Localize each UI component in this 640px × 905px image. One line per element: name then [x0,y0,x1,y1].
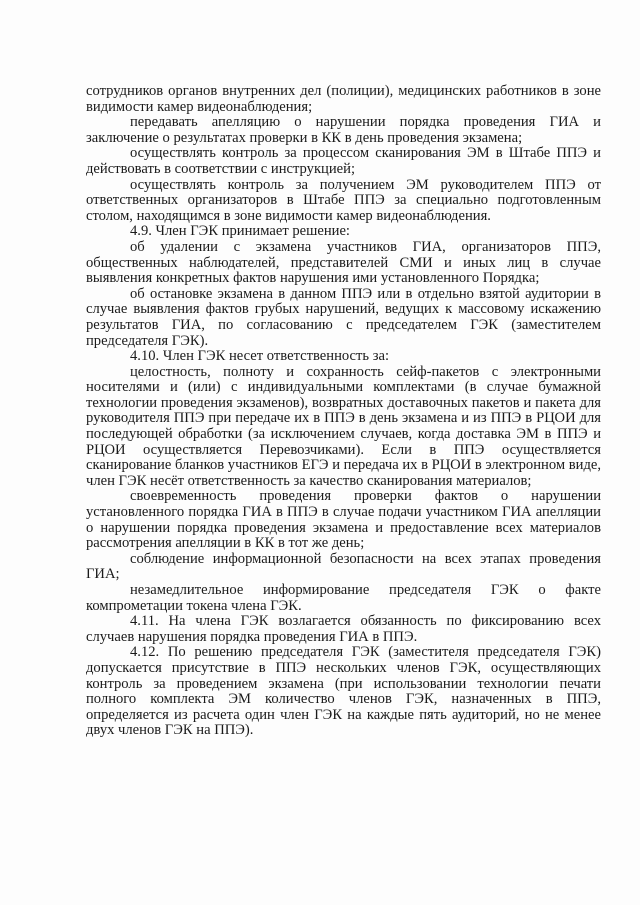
paragraph: 4.12. По решению председателя ГЭК (заместителя председателя ГЭК) допускается присутствие в ППЭ нескольких членов ГЭК, осуществляющих контроль за проведением экзамена (при использовании технологии печати полного комплекта ЭМ количество членов ГЭК, назначенных в ППЭ, определяется из расчета один член ГЭК на каждые пять аудиторий, но не менее двух членов ГЭК на ППЭ). [86,644,601,739]
paragraph: об остановке экзамена в данном ППЭ или в отдельно взятой аудитории в случае выявления фактов грубых нарушений, ведущих к массовому искажению результатов ГИА, по согласованию с председателем ГЭК (заместителем председателя ГЭК). [86,285,601,349]
paragraph: сотрудников органов внутренних дел (полиции), медицинских работников в зоне видимости камер видеонаблюдения; [86,83,601,115]
paragraph: целостность, полноту и сохранность сейф-пакетов с электронными носителями и (или) с индивидуальными комплектами (в случае бумажной технологии проведения экзаменов), возвратных доставочных пакетов и пакета для руководителя ППЭ при передаче их в ППЭ в день экзамена и из ППЭ в РЦОИ для последующей обработки (за исключением случаев, когда доставка ЭМ в ППЭ и РЦОИ осуществляется Перевозчиками). Если в ППЭ осуществляется сканирование бланков участников ЕГЭ и передача их в РЦОИ в электронном виде, член ГЭК несёт ответственность за качество сканирования материалов; [86,363,601,489]
paragraph: соблюдение информационной безопасности на всех этапах проведения ГИА; [86,550,601,583]
paragraph: 4.10. Член ГЭК несет ответственность за: [130,348,389,365]
paragraph: передавать апелляцию о нарушении порядка проведения ГИА и заключение о результатах проверки в КК в день проведения экзамена; [86,114,601,146]
document-body [86,84,601,739]
paragraph: 4.9. Член ГЭК принимает решение: [130,223,350,240]
paragraph: осуществлять контроль за получением ЭМ руководителем ППЭ от ответственных организаторов в Штабе ППЭ за специально подготовленным столом, находящимся в зоне видимости камер видеонаблюдения. [86,176,601,224]
paragraph: 4.11. На члена ГЭК возлагается обязанность по фиксированию всех случаев нарушения порядка проведения ГИА в ППЭ. [86,613,601,645]
paragraph: своевременность проведения проверки фактов о нарушении установленного порядка ГИА в ППЭ в случае подачи участником ГИА апелляции о нарушении порядка проведения экзамена и предоставление всех материалов рассмотрения апелляции в КК в тот же день; [86,488,601,552]
paragraph: об удалении с экзамена участников ГИА, организаторов ППЭ, общественных наблюдателей, представителей СМИ и иных лиц в случае выявления конкретных фактов нарушения ими установленного Порядка; [86,238,601,287]
paragraph: незамедлительное информирование председателя ГЭК о факте компрометации токена члена ГЭК. [86,582,601,614]
paragraph: осуществлять контроль за процессом сканирования ЭМ в Штабе ППЭ и действовать в соответствии с инструкцией; [86,145,601,177]
